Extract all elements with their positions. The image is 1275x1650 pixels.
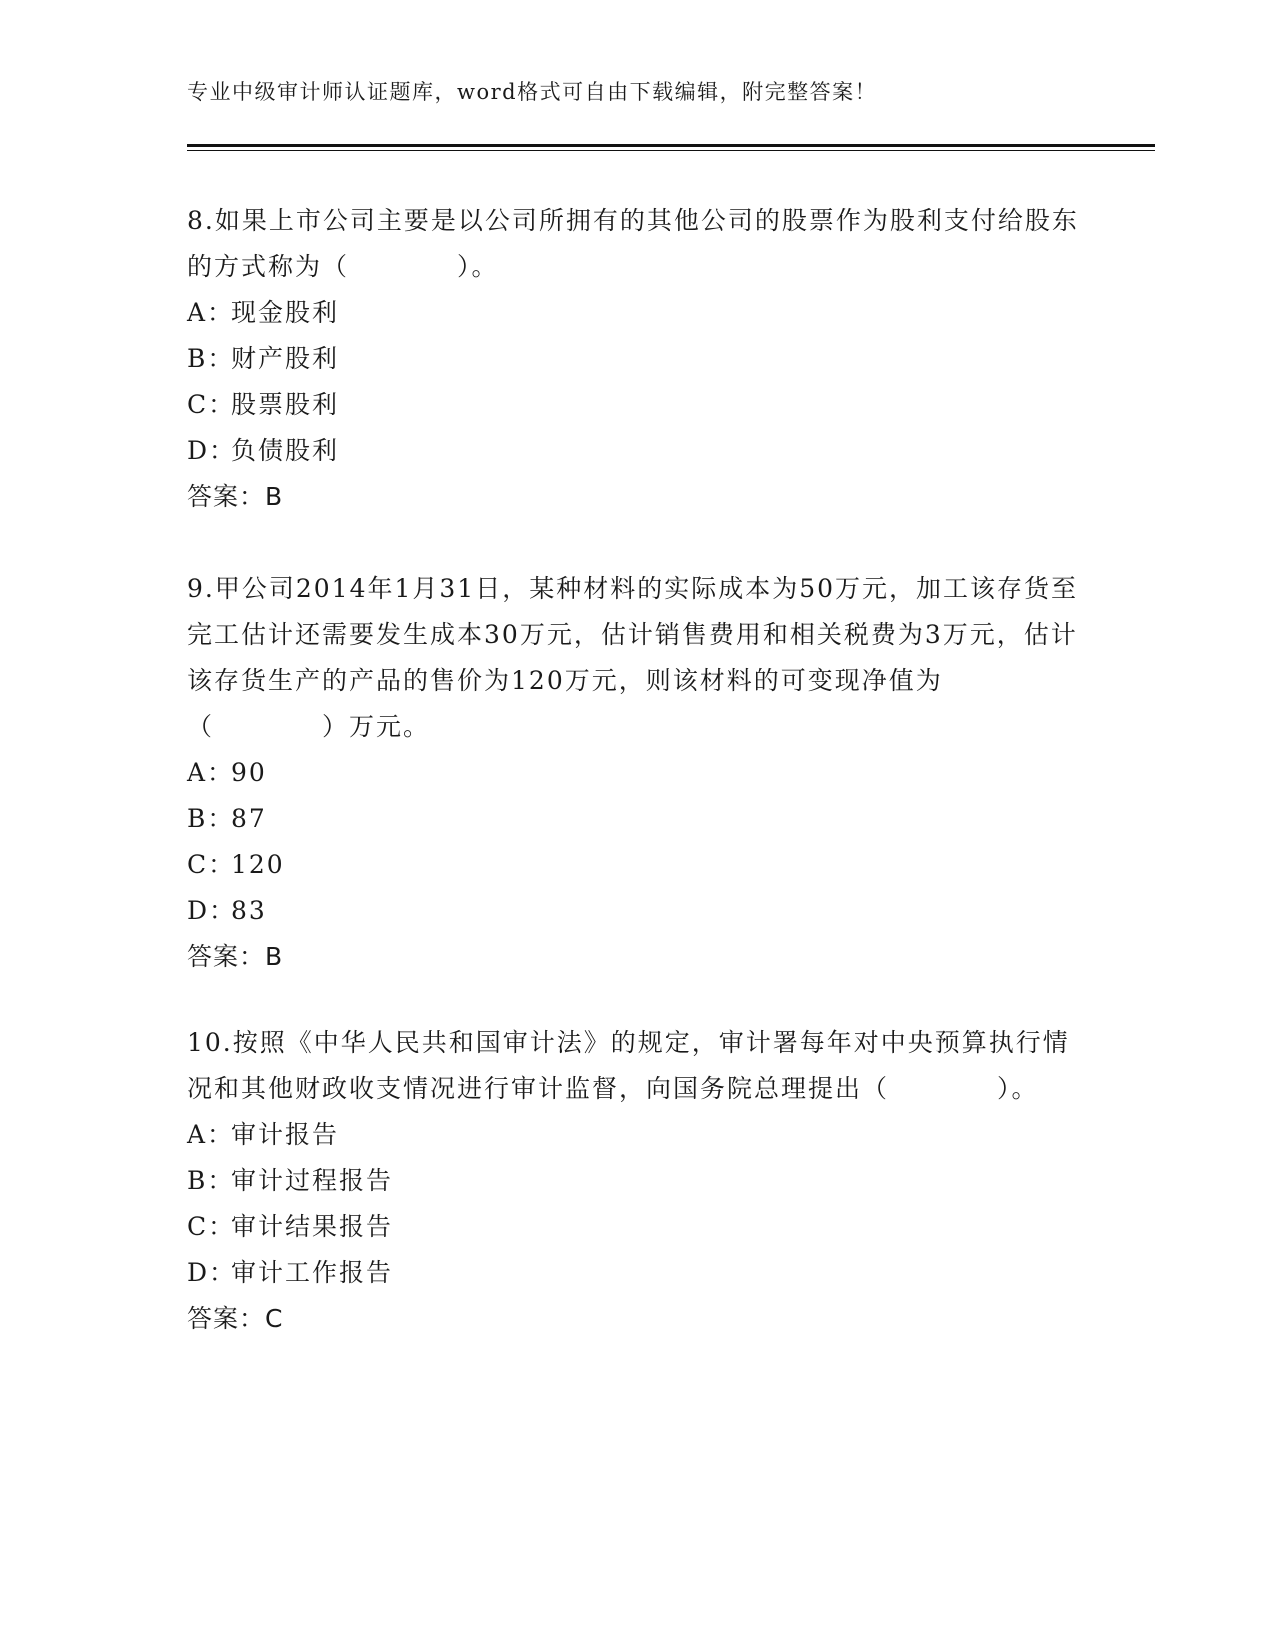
option-key: C： [187, 850, 236, 879]
option-d [187, 888, 1087, 934]
option-b [187, 1158, 1087, 1204]
option-a [187, 750, 1087, 796]
option-key: B： [187, 804, 235, 833]
question-stem: 10.按照《中华人民共和国审计法》的规定，审计署每年对中央预算执行情况和其他财政收支情况进行审计监督，向国务院总理提出（ ）。 [187, 1028, 1070, 1103]
header-rule-thick [187, 144, 1155, 147]
option-b [187, 796, 1087, 842]
option-text: 90 [231, 758, 267, 787]
question-stem: 8.如果上市公司主要是以公司所拥有的其他公司的股票作为股利支付给股东的方式称为（ ）。 [187, 206, 1079, 281]
option-a [187, 290, 1087, 336]
option-text: 87 [231, 804, 267, 833]
option-c [187, 842, 1087, 888]
option-c [187, 382, 1087, 428]
option-key: D： [187, 896, 237, 925]
option-key: A： [187, 298, 235, 327]
answer-line: 答案：B [187, 482, 284, 511]
header-rule-thin [187, 150, 1155, 151]
option-c [187, 1204, 1087, 1250]
option-key: C： [187, 390, 236, 419]
option-text: 120 [231, 850, 285, 879]
option-text: 负债股利 [231, 436, 340, 465]
question-9 [187, 566, 1087, 980]
option-list [187, 750, 1087, 934]
option-text: 股票股利 [231, 390, 340, 419]
option-key: D： [187, 436, 237, 465]
option-key: A： [187, 758, 235, 787]
option-list [187, 290, 1087, 474]
option-d [187, 428, 1087, 474]
option-key: D： [187, 1258, 237, 1287]
option-text: 财产股利 [231, 344, 340, 373]
option-text: 83 [231, 896, 267, 925]
option-d [187, 1250, 1087, 1296]
answer-line: 答案：B [187, 942, 284, 971]
answer-line: 答案：C [187, 1304, 284, 1333]
question-8 [187, 198, 1087, 520]
option-a [187, 1112, 1087, 1158]
option-text: 现金股利 [231, 298, 340, 327]
document-header: 专业中级审计师认证题库，word格式可自由下载编辑，附完整答案！ [187, 80, 878, 104]
option-text: 审计过程报告 [231, 1166, 394, 1195]
option-b [187, 336, 1087, 382]
option-key: C： [187, 1212, 236, 1241]
option-key: A： [187, 1120, 235, 1149]
option-key: B： [187, 344, 235, 373]
option-text: 审计工作报告 [231, 1258, 394, 1287]
option-key: B： [187, 1166, 235, 1195]
option-list [187, 1112, 1087, 1296]
question-stem: 9.甲公司2014年1月31日，某种材料的实际成本为50万元，加工该存货至完工估计还需要发生成本30万元，估计销售费用和相关税费为3万元，估计该存货生产的产品的售价为120万元，则该材料的可变现净值为（ ）万元。 [187, 574, 1079, 741]
option-text: 审计结果报告 [231, 1212, 394, 1241]
question-10 [187, 1020, 1087, 1342]
option-text: 审计报告 [231, 1120, 340, 1149]
